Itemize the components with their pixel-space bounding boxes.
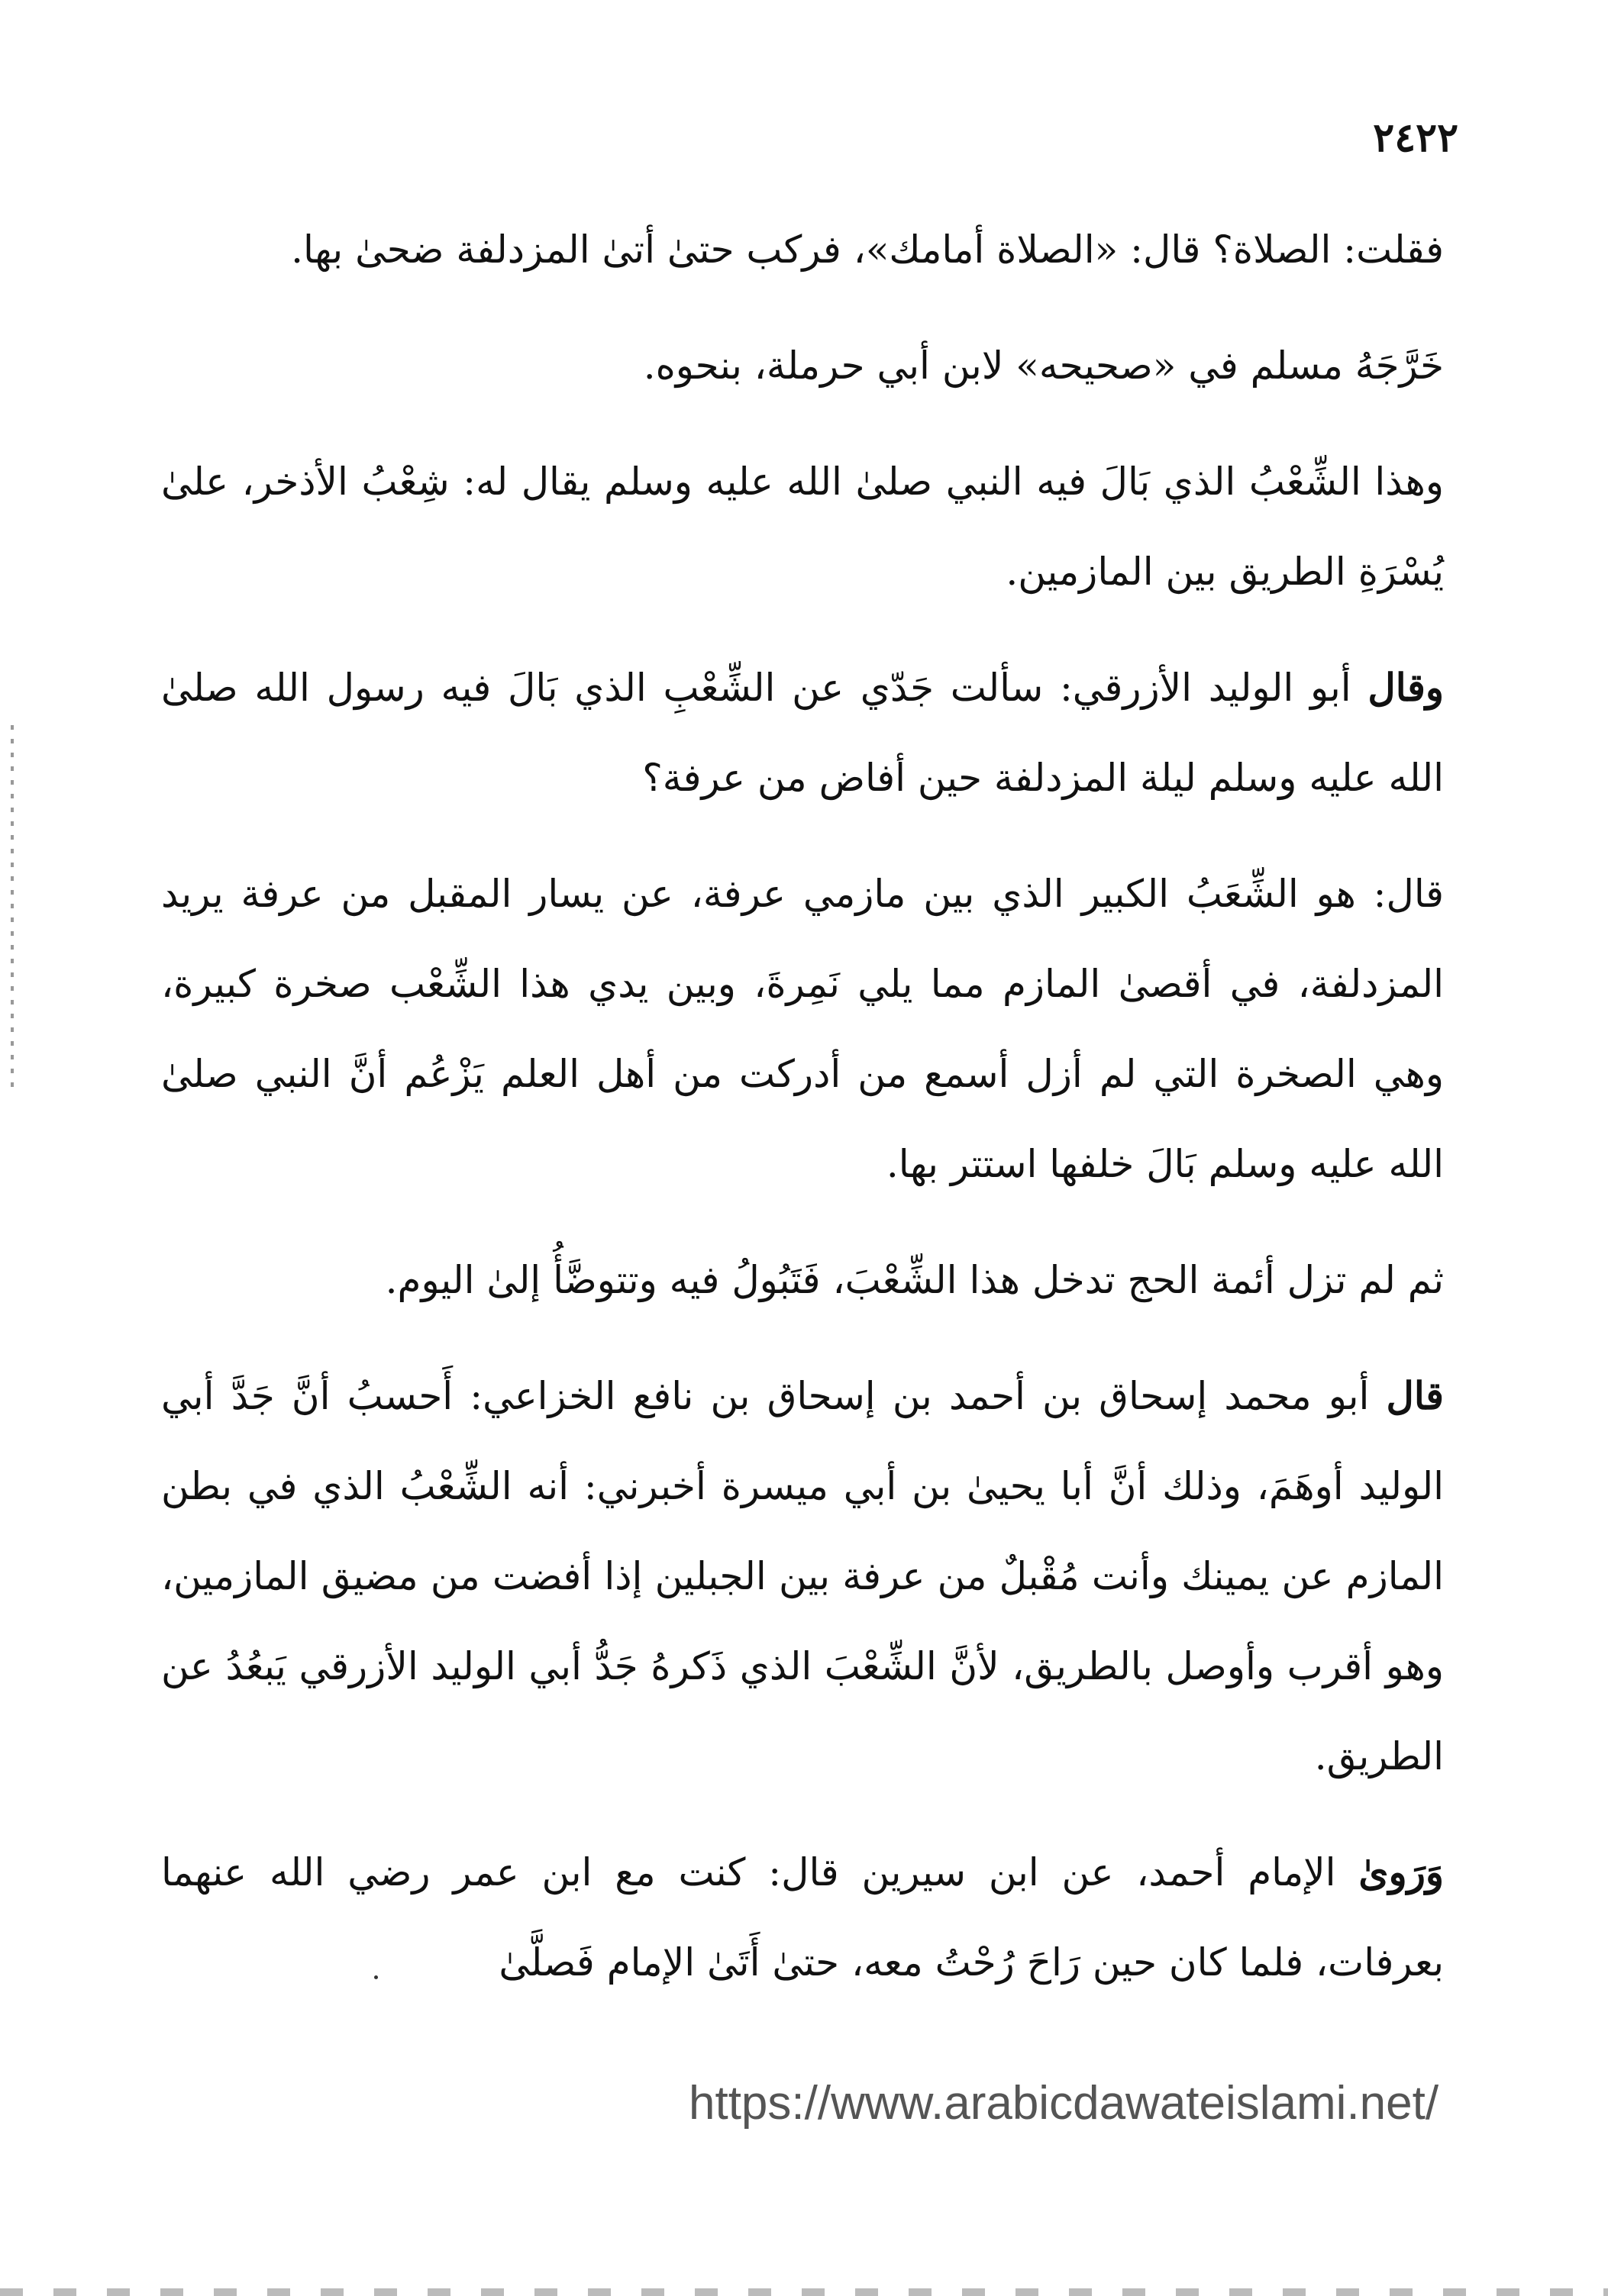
paragraph-lead: قال bbox=[1386, 1373, 1444, 1418]
paragraph bbox=[161, 1827, 1444, 2007]
scan-edge-mark bbox=[11, 725, 14, 1092]
paragraph bbox=[161, 1235, 1444, 1325]
paragraph bbox=[161, 437, 1444, 617]
paragraph-text: وهذا الشِّعْبُ الذي بَالَ فيه النبي صلىٰ الله عليه وسلم يقال له: شِعْبُ الأذخر، علىٰ يُسْرَةِ الطريق بين المازمين. bbox=[161, 460, 1444, 594]
paragraph-text: قال: هو الشِّعَبُ الكبير الذي بين مازمي عرفة، عن يسار المقبل من عرفة يريد المزدلفة، في أقصىٰ المازم مما يلي نَمِرةَ، وبين يدي هذا الشِّعْب صخرة كبيرة، وهي الصخرة التي لم أزل أسمع من أدركت من أهل العلم يَزْعُم أنَّ النبي صلىٰ الله عليه وسلم بَالَ خلفها استتر بها. bbox=[161, 872, 1444, 1186]
body-text bbox=[161, 205, 1444, 2033]
paragraph-text: ثم لم تزل أئمة الحج تدخل هذا الشِّعْبَ، فَتَبُولُ فيه وتتوضَّأُ إلىٰ اليوم. bbox=[385, 1258, 1444, 1302]
paragraph-text: أبو محمد إسحاق بن أحمد بن إسحاق بن نافع الخزاعي: أَحسبُ أنَّ جَدَّ أبي الوليد أوهَمَ، وذلك أنَّ أبا يحيىٰ بن أبي ميسرة أخبرني: أنه الشِّعْبُ الذي في بطن المازم عن يمينك وأنت مُقْبلٌ من عرفة بين الجبلين إذا أفضت من مضيق المازمين، وهو أقرب وأوصل بالطريق، لأنَّ الشِّعْبَ الذي ذَكرهُ جَدُّ أبي الوليد الأزرقي يَبعُدُ عن الطريق. bbox=[161, 1374, 1444, 1778]
paragraph-text: فقلت: الصلاة؟ قال: «الصلاة أمامك»، فركب حتىٰ أتىٰ المزدلفة ضحىٰ بها. bbox=[291, 227, 1444, 272]
scan-bottom-edge bbox=[0, 2288, 1608, 2296]
paragraph bbox=[161, 321, 1444, 411]
stray-mark bbox=[374, 1975, 378, 1979]
paragraph-text: أبو الوليد الأزرقي: سألت جَدّي عن الشِّعْبِ الذي بَالَ فيه رسول الله صلىٰ الله عليه وسلم ليلة المزدلفة حين أفاض من عرفة؟ bbox=[161, 666, 1444, 800]
page-number: ٢٤٢٢ bbox=[1373, 114, 1458, 161]
watermark-url: https://www.arabicdawateislami.net/ bbox=[689, 2077, 1439, 2130]
paragraph-lead: وَرَوىٰ bbox=[1358, 1849, 1444, 1895]
paragraph bbox=[161, 1351, 1444, 1801]
paragraph-lead: وقال bbox=[1367, 665, 1444, 710]
paragraph bbox=[161, 643, 1444, 823]
paragraph-text: الإمام أحمد، عن ابن سيرين قال: كنت مع ابن عمر رضي الله عنهما بعرفات، فلما كان حين رَاحَ رُحْتُ معه، حتىٰ أَتَىٰ الإمام فَصلَّىٰ bbox=[161, 1850, 1444, 1985]
paragraph bbox=[161, 205, 1444, 295]
paragraph bbox=[161, 849, 1444, 1209]
paragraph-text: خَرَّجَهُ مسلم في «صحيحه» لابن أبي حرملة، بنحوه. bbox=[643, 343, 1444, 388]
